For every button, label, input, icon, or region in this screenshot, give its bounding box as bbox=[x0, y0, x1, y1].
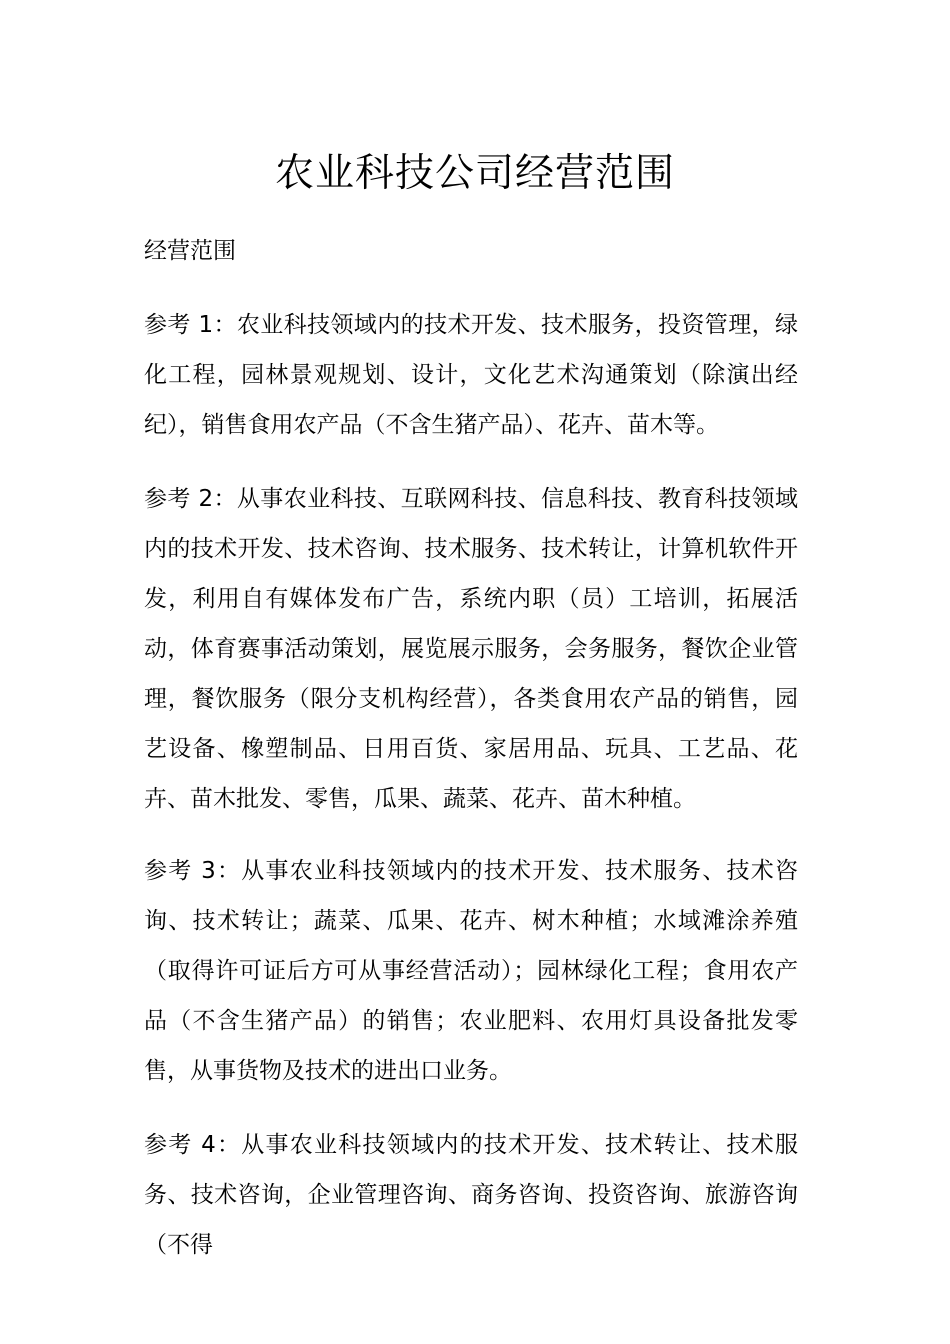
paragraph-reference-3: 参考 3：从事农业科技领域内的技术开发、技术服务、技术咨询、技术转让；蔬菜、瓜果、花卉、树木种植；水域滩涂养殖（取得许可证后方可从事经营活动）；园林绿化工程；食用农产品（不含生猪产品）的销售；农业肥料、农用灯具设备批发零售，从事货物及技术的进出口业务。 bbox=[144, 858, 798, 1084]
paragraph-reference-1: 参考 1：农业科技领域内的技术开发、技术服务，投资管理，绿化工程，园林景观规划、设计，文化艺术沟通策划（除演出经纪），销售食用农产品（不含生猪产品）、花卉、苗木等。 bbox=[144, 312, 798, 438]
document-title: 农业科技公司经营范围 bbox=[274, 151, 675, 196]
paragraph-reference-4: 参考 4：从事农业科技领域内的技术开发、技术转让、技术服务、技术咨询，企业管理咨询、商务咨询、投资咨询、旅游咨询（不得 bbox=[144, 1132, 798, 1258]
paragraph-reference-2: 参考 2：从事农业科技、互联网科技、信息科技、教育科技领域内的技术开发、技术咨询、技术服务、技术转让，计算机软件开发，利用自有媒体发布广告，系统内职（员）工培训，拓展活动，体育赛事活动策划，展览展示服务，会务服务，餐饮企业管理，餐饮服务（限分支机构经营），各类食用农产品的销售，园艺设备、橡塑制品、日用百货、家居用品、玩具、工艺品、花卉、苗木批发、零售，瓜果、蔬菜、花卉、苗木种植。 bbox=[144, 486, 798, 812]
section-heading: 经营范围 bbox=[144, 238, 236, 264]
